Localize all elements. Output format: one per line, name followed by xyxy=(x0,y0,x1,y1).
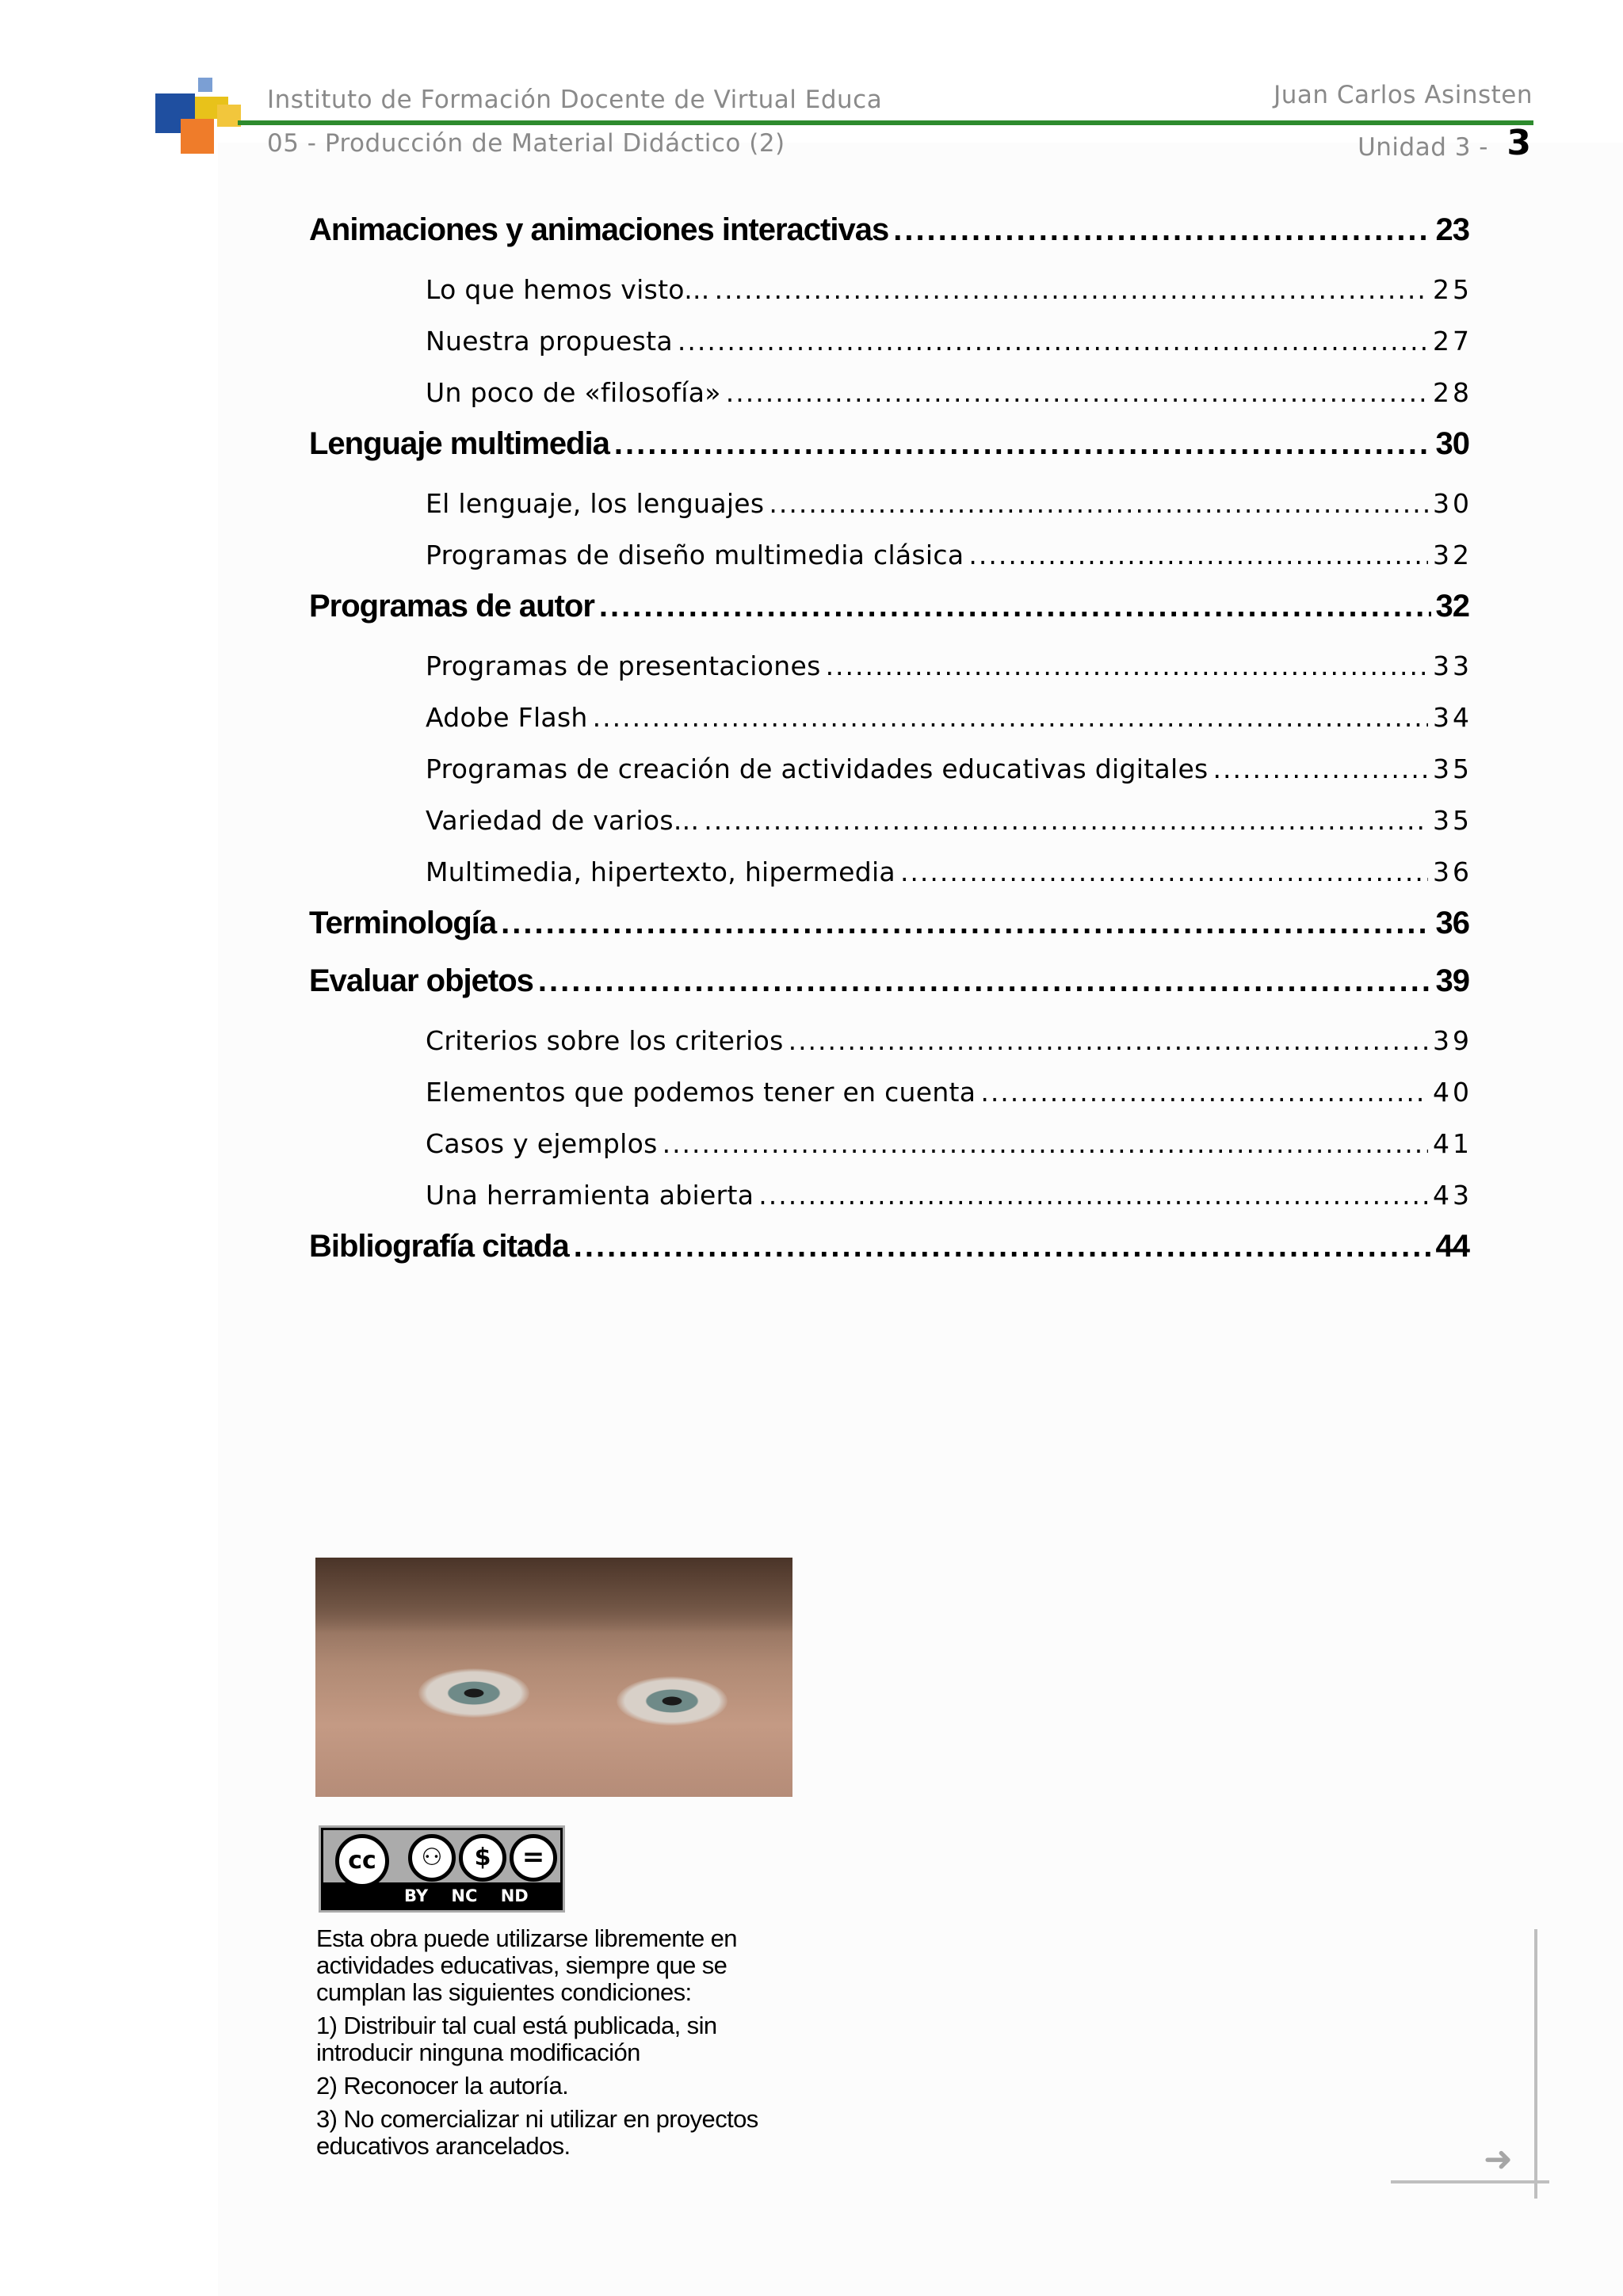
unit-label: Unidad 3 - xyxy=(1358,133,1488,162)
toc-leader-dots xyxy=(663,1128,1428,1159)
toc-leader-dots xyxy=(826,650,1428,681)
toc-leader-dots xyxy=(704,805,1428,836)
toc-subsection[interactable] xyxy=(426,1077,1472,1108)
page-number: 3 xyxy=(1507,123,1531,163)
toc-entry-page: 30 xyxy=(1433,488,1472,519)
toc-leader-dots xyxy=(789,1025,1428,1056)
toc-leader-dots xyxy=(769,488,1428,519)
toc-entry-page: 36 xyxy=(1435,906,1469,940)
license-condition-2: 2) Reconocer la autoría. xyxy=(316,2072,569,2100)
toc-leader-dots xyxy=(614,426,1431,462)
toc-entry-title: Criterios sobre los criterios xyxy=(426,1025,784,1056)
toc-leader-dots xyxy=(574,1229,1431,1264)
toc-entry-page: 28 xyxy=(1433,377,1472,408)
course-title: 05 - Producción de Material Didáctico (2) xyxy=(267,129,785,158)
toc-subsection[interactable] xyxy=(426,1180,1472,1211)
toc-leader-dots xyxy=(715,274,1428,305)
toc-leader-dots xyxy=(1213,753,1428,784)
toc-entry-title: Animaciones y animaciones interactivas xyxy=(309,212,889,247)
toc-section[interactable] xyxy=(309,589,1469,624)
cc-labels xyxy=(404,1886,546,1905)
toc-entry-page: 44 xyxy=(1435,1229,1469,1264)
toc-subsection[interactable] xyxy=(426,540,1472,570)
toc-leader-dots xyxy=(538,963,1431,999)
toc-subsection[interactable] xyxy=(426,326,1472,357)
toc-leader-dots xyxy=(593,702,1428,733)
license-paragraph: Esta obra puede utilizarse libremente en actividades educativas, siempre que se cumplan las siguientes condiciones: xyxy=(316,1924,737,2006)
toc-entry-title: Evaluar objetos xyxy=(309,963,533,998)
toc-leader-dots xyxy=(501,906,1430,941)
toc-entry-title: El lenguaje, los lenguajes xyxy=(426,488,765,519)
toc-entry-page: 30 xyxy=(1435,426,1469,461)
toc-subsection[interactable] xyxy=(426,753,1472,784)
toc-entry-page: 25 xyxy=(1433,274,1472,305)
toc-leader-dots xyxy=(980,1077,1428,1108)
photo-hair xyxy=(315,1558,792,1633)
toc-section[interactable] xyxy=(309,1229,1469,1264)
toc-leader-dots xyxy=(726,377,1428,408)
institution-logo xyxy=(155,78,242,157)
toc-subsection[interactable] xyxy=(426,805,1472,836)
toc-leader-dots xyxy=(758,1180,1428,1211)
toc-entry-title: Terminología xyxy=(309,906,497,940)
license-condition-3: 3) No comercializar ni utilizar en proyectos educativos arancelados. xyxy=(316,2105,758,2160)
toc-entry-title: Programas de creación de actividades educativas digitales xyxy=(426,753,1209,784)
toc-entry-title: Programas de diseño multimedia clásica xyxy=(426,540,964,570)
toc-entry-title: Lo que hemos visto... xyxy=(426,274,710,305)
toc-section[interactable] xyxy=(309,426,1469,462)
toc-entry-page: 33 xyxy=(1433,650,1472,681)
attribution-icon: ⚇ xyxy=(408,1834,456,1882)
toc-entry-page: 40 xyxy=(1433,1077,1472,1108)
nav-horizontal-rule xyxy=(1391,2180,1549,2183)
toc-leader-dots xyxy=(900,856,1428,887)
toc-leader-dots xyxy=(893,212,1430,248)
toc-entry-page: 39 xyxy=(1433,1025,1472,1056)
noderivatives-icon: = xyxy=(510,1834,557,1882)
toc-entry-page: 32 xyxy=(1433,540,1472,570)
toc-entry-title: Programas de presentaciones xyxy=(426,650,821,681)
toc-subsection[interactable] xyxy=(426,702,1472,733)
toc-leader-dots xyxy=(968,540,1428,570)
toc-entry-page: 43 xyxy=(1433,1180,1472,1211)
institution-name: Instituto de Formación Docente de Virtual Educa xyxy=(267,86,883,114)
cc-license-badge xyxy=(319,1825,565,1913)
toc-section[interactable] xyxy=(309,963,1469,999)
eyes-photo xyxy=(315,1558,792,1797)
toc-section[interactable] xyxy=(309,906,1469,941)
toc-subsection[interactable] xyxy=(426,377,1472,408)
toc-subsection[interactable] xyxy=(426,856,1472,887)
license-text xyxy=(316,1925,808,2166)
arrow-right-icon[interactable]: ➜ xyxy=(1484,2139,1513,2180)
toc-entry-title: Casos y ejemplos xyxy=(426,1128,658,1159)
toc-subsection[interactable] xyxy=(426,274,1472,305)
toc-entry-page: 39 xyxy=(1435,963,1469,998)
toc-subsection[interactable] xyxy=(426,488,1472,519)
cc-label-by: BY xyxy=(404,1886,429,1905)
toc-entry-page: 32 xyxy=(1435,589,1469,624)
toc-leader-dots xyxy=(678,326,1428,357)
photo-right-eye xyxy=(617,1676,727,1726)
cc-icon: cc xyxy=(335,1834,389,1888)
toc-subsection[interactable] xyxy=(426,1025,1472,1056)
toc-entry-page: 27 xyxy=(1433,326,1472,357)
toc-entry-title: Multimedia, hipertexto, hipermedia xyxy=(426,856,896,887)
noncommercial-icon: $ xyxy=(459,1834,506,1882)
toc-subsection[interactable] xyxy=(426,650,1472,681)
toc-entry-page: 23 xyxy=(1435,212,1469,247)
toc-entry-page: 35 xyxy=(1433,805,1472,836)
cc-label-nd: ND xyxy=(500,1886,529,1905)
toc-entry-page: 34 xyxy=(1433,702,1472,733)
toc-entry-title: Adobe Flash xyxy=(426,702,588,733)
toc-entry-title: Lenguaje multimedia xyxy=(309,426,609,461)
photo-left-eye xyxy=(418,1669,529,1718)
toc-entry-title: Una herramienta abierta xyxy=(426,1180,754,1211)
author-name: Juan Carlos Asinsten xyxy=(1274,81,1533,109)
toc-entry-title: Programas de autor xyxy=(309,589,594,624)
toc-entry-title: Un poco de «filosofía» xyxy=(426,377,721,408)
toc-entry-title: Variedad de varios... xyxy=(426,805,700,836)
toc-entry-page: 36 xyxy=(1433,856,1472,887)
nav-vertical-rule xyxy=(1534,1929,1537,2199)
toc-entry-title: Bibliografía citada xyxy=(309,1229,569,1264)
toc-leader-dots xyxy=(599,589,1431,624)
toc-entry-page: 41 xyxy=(1433,1128,1472,1159)
license-condition-1: 1) Distribuir tal cual está publicada, sin introducir ninguna modificación xyxy=(316,2012,717,2066)
cc-label-nc: NC xyxy=(451,1886,478,1905)
header-rule xyxy=(238,120,1533,125)
toc-subsection[interactable] xyxy=(426,1128,1472,1159)
toc-entry-title: Nuestra propuesta xyxy=(426,326,673,357)
toc-section[interactable] xyxy=(309,212,1469,248)
toc-entry-title: Elementos que podemos tener en cuenta xyxy=(426,1077,976,1108)
toc-entry-page: 35 xyxy=(1433,753,1472,784)
